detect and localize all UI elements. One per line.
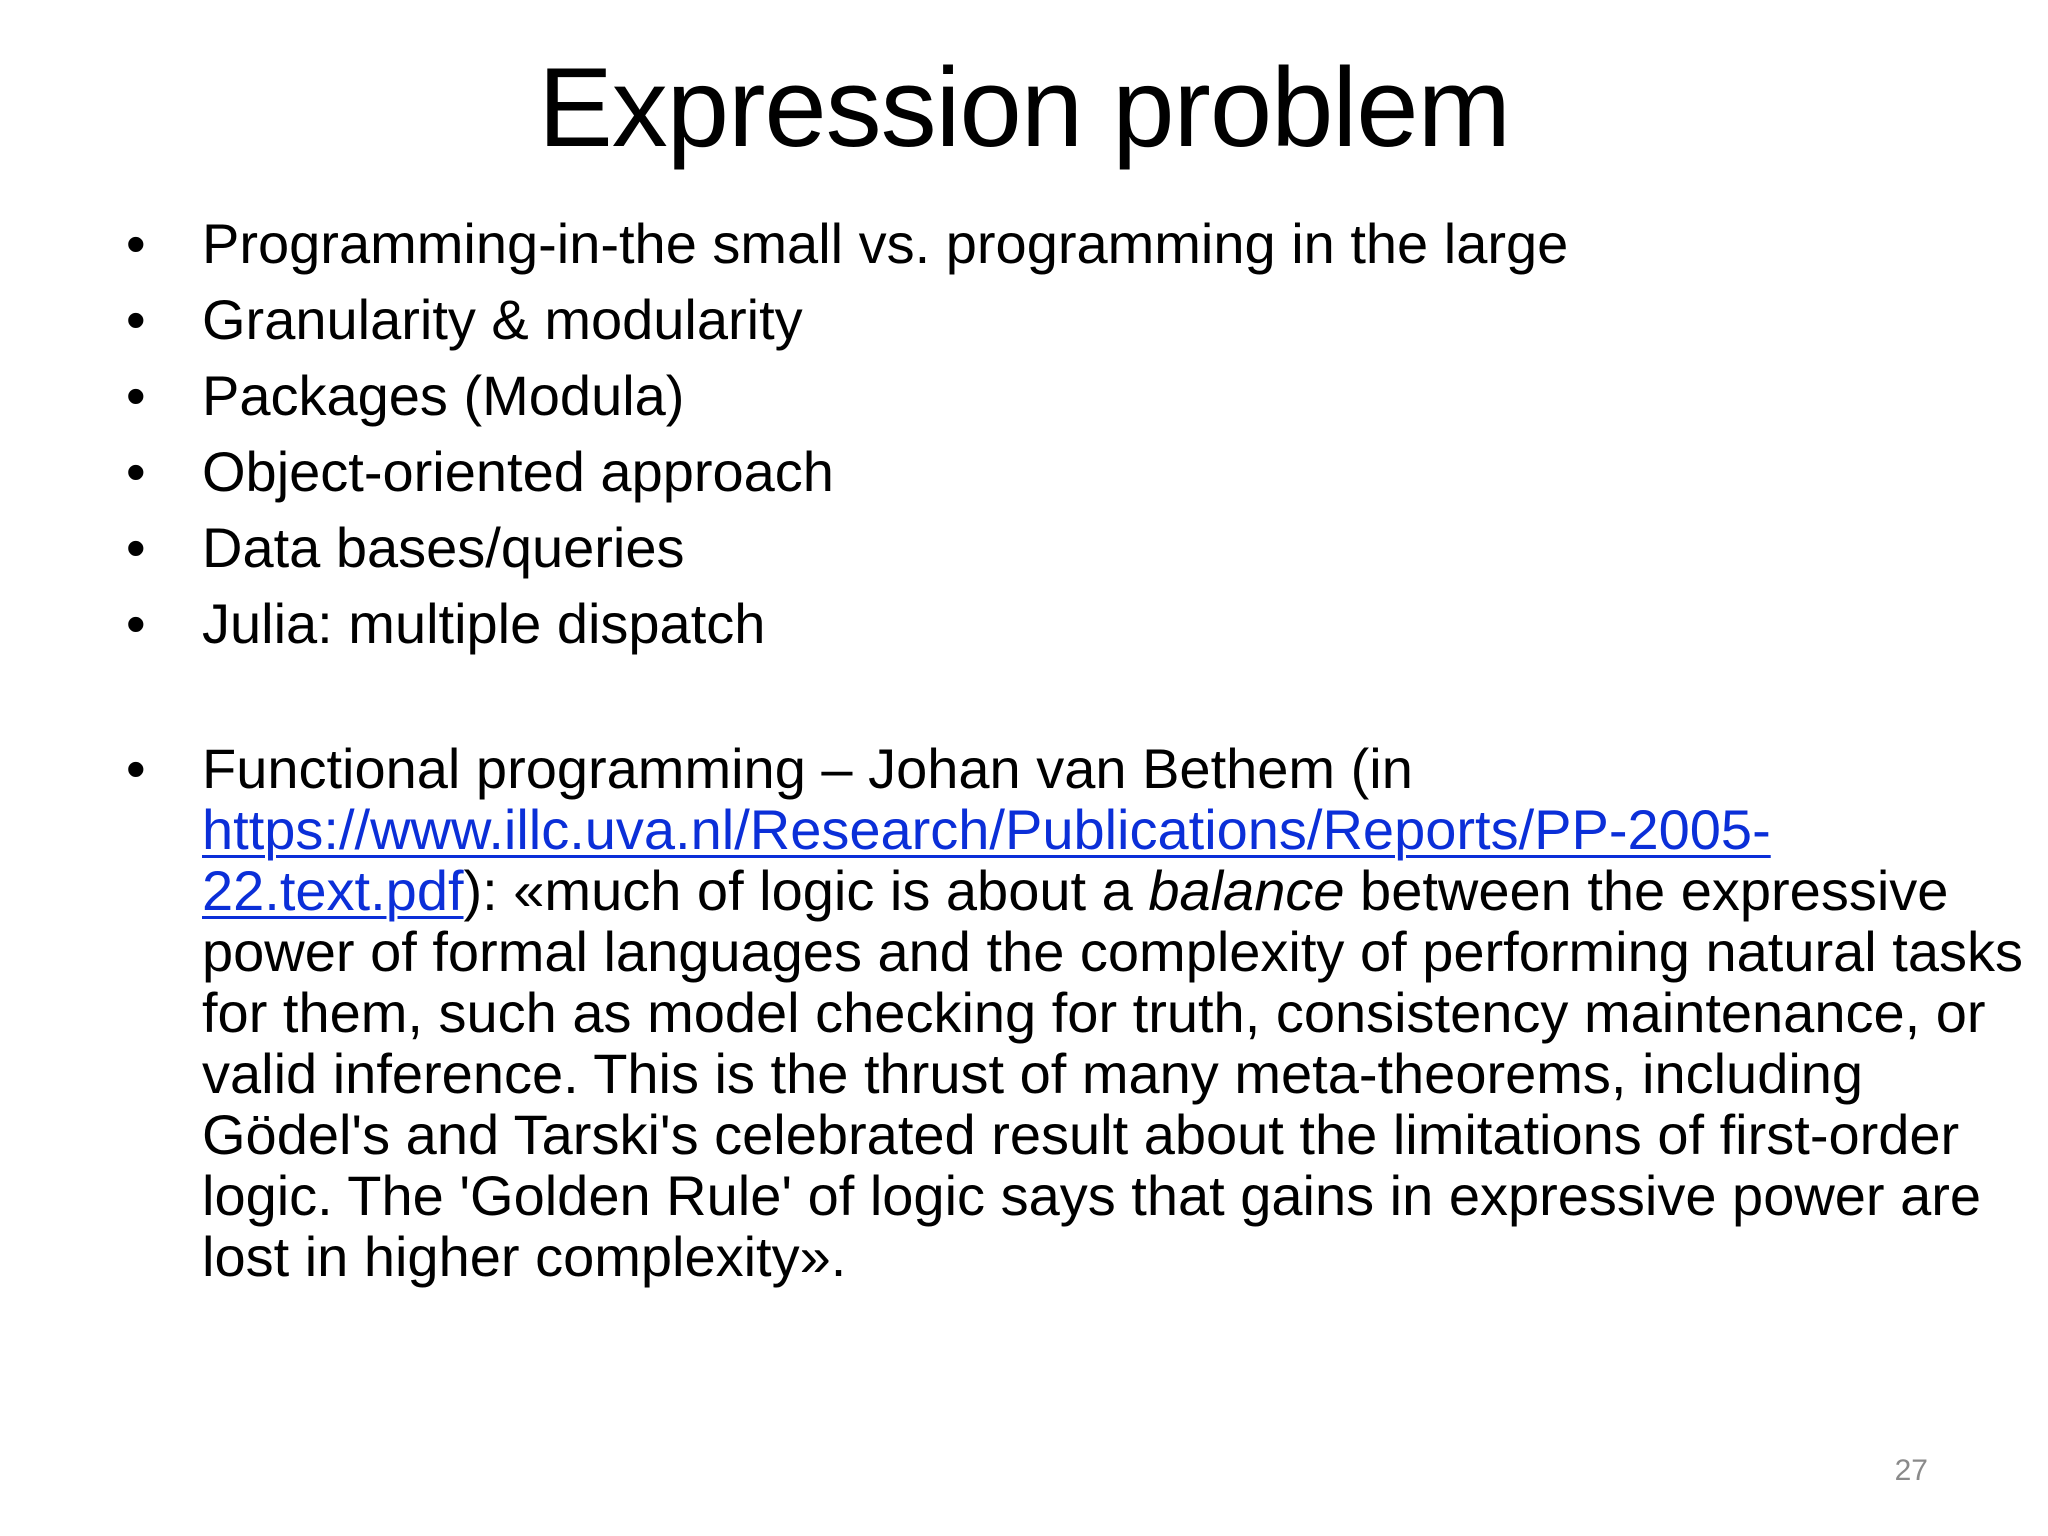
- bullet-item: [120, 510, 1980, 586]
- bullet-text: Packages (Modula): [202, 364, 685, 427]
- quote-bullet: [120, 738, 2048, 1287]
- bullet-text: Julia: multiple dispatch: [202, 592, 766, 655]
- bullet-item: [120, 434, 1980, 510]
- bullet-dot: •: [126, 288, 146, 351]
- bullet-item: [120, 586, 1980, 662]
- page-number: 27: [1894, 1454, 1928, 1487]
- quote-lead: Functional programming – Johan van Bethem (in: [202, 737, 1413, 800]
- bullet-item: [120, 206, 1980, 282]
- bullet-text: Object-oriented approach: [202, 440, 834, 503]
- quote-rest: between the expressive power of formal languages and the complexity of performing natural tasks for them, such as model checking for truth, consistency maintenance, or valid inference. This is the thrust of many meta-theorems, including Gödel's and Tarski's celebrated result about the limitations of first-order logic. The 'Golden Rule' of logic says that gains in expressive power are lost in higher complexity».: [202, 859, 2023, 1288]
- bullet-dot: •: [126, 516, 146, 579]
- bullet-text: Granularity & modularity: [202, 288, 803, 351]
- reference-link-part-1[interactable]: https://www.illc.uva.nl/Research/Publications/Reports/PP-2005-: [202, 798, 1771, 861]
- bullet-dot: •: [126, 212, 146, 275]
- slide-title: Expression problem: [538, 45, 1510, 170]
- reference-link-part-2[interactable]: 22.text.pdf: [202, 859, 464, 922]
- quote-emphasis: balance: [1148, 859, 1345, 922]
- bullet-text: Programming-in-the small vs. programming in the large: [202, 212, 1569, 275]
- bullet-item: [120, 282, 1980, 358]
- bullet-dot: •: [126, 364, 146, 427]
- quote-after-link: ): «much of logic is about a: [463, 859, 1149, 922]
- bullet-list: [120, 206, 2023, 1288]
- bullet-dot: •: [126, 592, 146, 655]
- bullet-dot: •: [126, 737, 146, 800]
- bullet-item: [120, 358, 1980, 434]
- bullet-dot: •: [126, 440, 146, 503]
- bullet-text: Data bases/queries: [202, 516, 685, 579]
